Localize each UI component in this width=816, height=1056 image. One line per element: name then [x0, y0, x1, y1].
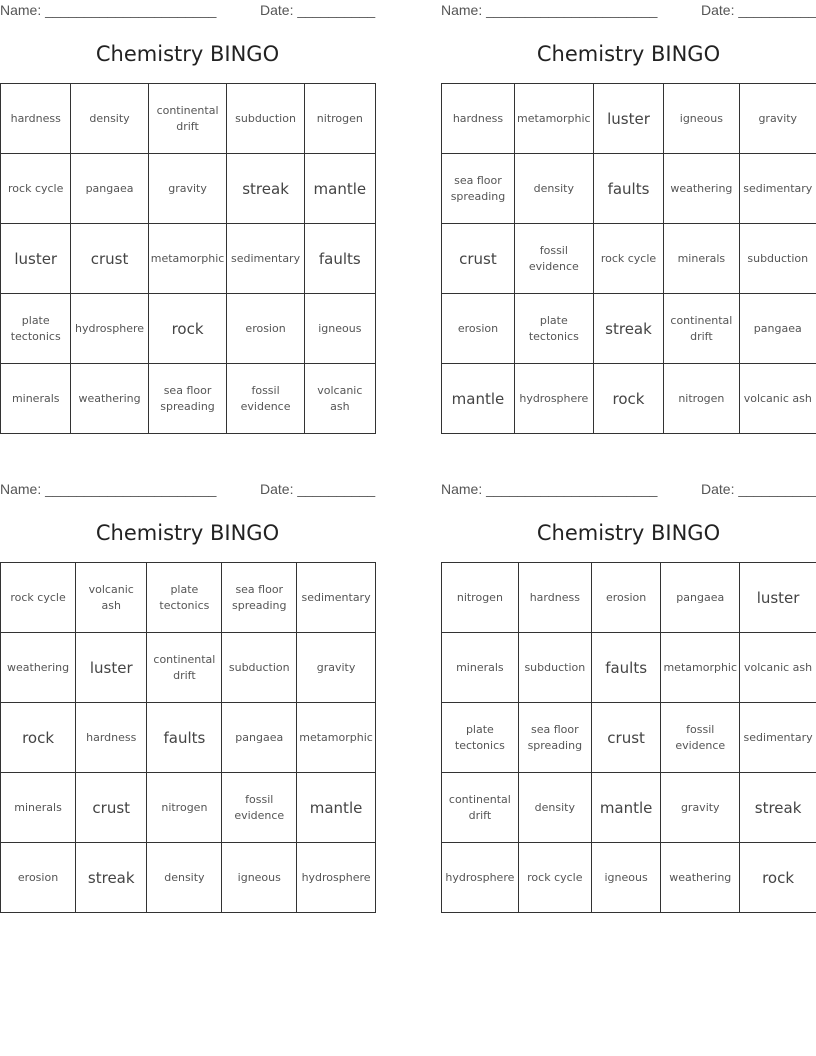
bingo-cell[interactable]: nitrogen [147, 773, 222, 843]
bingo-cell[interactable]: metamorphic [148, 224, 227, 294]
bingo-cell[interactable]: erosion [227, 294, 304, 364]
bingo-cell[interactable]: luster [740, 563, 816, 633]
bingo-cell[interactable]: density [518, 773, 591, 843]
bingo-cell[interactable]: subduction [227, 84, 304, 154]
name-field[interactable]: Name: ______________________ [441, 481, 658, 497]
bingo-cell[interactable]: hardness [442, 84, 515, 154]
bingo-cell[interactable]: hydrosphere [442, 843, 519, 913]
bingo-cell[interactable]: subduction [222, 633, 297, 703]
bingo-row [442, 364, 816, 434]
bingo-cell[interactable]: hardness [1, 84, 71, 154]
card-header [0, 481, 376, 499]
bingo-row [442, 154, 816, 224]
bingo-cell[interactable]: sedimentary [227, 224, 304, 294]
bingo-cell[interactable]: rock [148, 294, 227, 364]
bingo-cell[interactable]: streak [76, 843, 147, 913]
bingo-row [442, 224, 816, 294]
bingo-cell[interactable]: crust [71, 224, 148, 294]
bingo-cell[interactable]: minerals [1, 773, 76, 843]
bingo-cell[interactable]: metamorphic [661, 633, 740, 703]
bingo-cell[interactable]: fossil evidence [227, 364, 304, 434]
bingo-cell[interactable]: mantle [591, 773, 660, 843]
date-field[interactable]: Date: __________ [260, 2, 376, 18]
bingo-cell[interactable]: plate tectonics [1, 294, 71, 364]
bingo-cell[interactable]: erosion [442, 294, 515, 364]
bingo-cell[interactable]: subduction [518, 633, 591, 703]
bingo-cell[interactable]: fossil evidence [222, 773, 297, 843]
bingo-cell[interactable]: mantle [304, 154, 375, 224]
bingo-cell[interactable]: rock [1, 703, 76, 773]
bingo-cell[interactable]: hydrosphere [71, 294, 148, 364]
bingo-grid [0, 562, 376, 913]
bingo-cell[interactable]: pangaea [661, 563, 740, 633]
bingo-cell[interactable]: crust [442, 224, 515, 294]
bingo-cell[interactable]: minerals [1, 364, 71, 434]
bingo-row [442, 563, 816, 633]
bingo-cell[interactable]: continental drift [442, 773, 519, 843]
bingo-row [1, 294, 376, 364]
bingo-cell[interactable]: crust [591, 703, 660, 773]
bingo-cell[interactable]: luster [76, 633, 147, 703]
bingo-cell[interactable]: pangaea [222, 703, 297, 773]
bingo-cell[interactable]: sedimentary [740, 703, 816, 773]
bingo-cell[interactable]: igneous [664, 84, 739, 154]
bingo-grid [0, 83, 376, 434]
bingo-row [1, 633, 376, 703]
bingo-cell[interactable]: volcanic ash [739, 364, 816, 434]
bingo-row [442, 294, 816, 364]
bingo-cell[interactable]: continental drift [147, 633, 222, 703]
bingo-cell[interactable]: weathering [1, 633, 76, 703]
bingo-cell[interactable]: sedimentary [297, 563, 376, 633]
bingo-cell[interactable]: continental drift [664, 294, 739, 364]
bingo-cell[interactable]: pangaea [739, 294, 816, 364]
bingo-cell[interactable]: sea floor spreading [518, 703, 591, 773]
bingo-row [1, 364, 376, 434]
card-title: Chemistry BINGO [95, 521, 280, 545]
bingo-cell[interactable]: plate tectonics [514, 294, 593, 364]
bingo-cell[interactable]: rock [593, 364, 663, 434]
bingo-cell[interactable]: density [71, 84, 148, 154]
bingo-row [1, 843, 376, 913]
bingo-cell[interactable]: minerals [664, 224, 739, 294]
name-field[interactable]: Name: ______________________ [0, 2, 217, 18]
bingo-cell[interactable]: subduction [739, 224, 816, 294]
bingo-cell[interactable]: rock cycle [1, 563, 76, 633]
bingo-row [442, 703, 816, 773]
bingo-row [1, 84, 376, 154]
bingo-cell[interactable]: weathering [661, 843, 740, 913]
bingo-cell[interactable]: weathering [71, 364, 148, 434]
card-header [0, 2, 376, 20]
bingo-cell[interactable]: mantle [297, 773, 376, 843]
bingo-row [442, 633, 816, 703]
bingo-cell[interactable]: erosion [1, 843, 76, 913]
bingo-cell[interactable]: sedimentary [739, 154, 816, 224]
bingo-cell[interactable]: gravity [739, 84, 816, 154]
bingo-cell[interactable]: crust [76, 773, 147, 843]
name-field[interactable]: Name: ______________________ [0, 481, 217, 497]
bingo-cell[interactable]: gravity [661, 773, 740, 843]
bingo-row [442, 773, 816, 843]
bingo-cell[interactable]: faults [304, 224, 375, 294]
bingo-row [442, 843, 816, 913]
bingo-cell[interactable]: metamorphic [297, 703, 376, 773]
bingo-cell[interactable]: plate tectonics [147, 563, 222, 633]
bingo-cell[interactable]: gravity [148, 154, 227, 224]
bingo-cell[interactable]: fossil evidence [514, 224, 593, 294]
bingo-cell[interactable]: rock [740, 843, 816, 913]
card-title: Chemistry BINGO [536, 42, 721, 66]
bingo-cell[interactable]: streak [227, 154, 304, 224]
bingo-cell[interactable]: faults [593, 154, 663, 224]
bingo-row [1, 773, 376, 843]
bingo-cell[interactable]: density [147, 843, 222, 913]
bingo-cell[interactable]: continental drift [148, 84, 227, 154]
card-title: Chemistry BINGO [536, 521, 721, 545]
bingo-row [1, 224, 376, 294]
bingo-grid [441, 562, 816, 913]
bingo-cell[interactable]: rock cycle [593, 224, 663, 294]
bingo-cell[interactable]: hydrosphere [297, 843, 376, 913]
bingo-cell[interactable]: volcanic ash [304, 364, 375, 434]
bingo-cell[interactable]: sea floor spreading [148, 364, 227, 434]
bingo-cell[interactable]: erosion [591, 563, 660, 633]
bingo-cell[interactable]: faults [147, 703, 222, 773]
bingo-cell[interactable]: minerals [442, 633, 519, 703]
date-field[interactable]: Date: __________ [701, 2, 816, 18]
bingo-cell[interactable]: streak [593, 294, 663, 364]
bingo-row [1, 154, 376, 224]
bingo-cell[interactable]: luster [593, 84, 663, 154]
bingo-cell[interactable]: nitrogen [304, 84, 375, 154]
bingo-cell[interactable]: hardness [518, 563, 591, 633]
bingo-row [1, 703, 376, 773]
bingo-cell[interactable]: plate tectonics [442, 703, 519, 773]
bingo-cell[interactable]: hydrosphere [514, 364, 593, 434]
card-header [441, 2, 816, 20]
card-title: Chemistry BINGO [95, 42, 280, 66]
bingo-cell[interactable]: metamorphic [514, 84, 593, 154]
bingo-cell[interactable]: weathering [664, 154, 739, 224]
bingo-cell[interactable]: igneous [304, 294, 375, 364]
bingo-cell[interactable]: streak [740, 773, 816, 843]
bingo-cell[interactable]: density [514, 154, 593, 224]
bingo-cell[interactable]: luster [1, 224, 71, 294]
bingo-grid [441, 83, 816, 434]
bingo-row [1, 563, 376, 633]
bingo-cell[interactable]: rock cycle [1, 154, 71, 224]
bingo-cell[interactable]: rock cycle [518, 843, 591, 913]
bingo-cell[interactable]: nitrogen [664, 364, 739, 434]
bingo-cell[interactable]: volcanic ash [76, 563, 147, 633]
bingo-cell[interactable]: nitrogen [442, 563, 519, 633]
name-field[interactable]: Name: ______________________ [441, 2, 658, 18]
card-header [441, 481, 816, 499]
bingo-cell[interactable]: gravity [297, 633, 376, 703]
date-field[interactable]: Date: __________ [701, 481, 816, 497]
bingo-cell[interactable]: sea floor spreading [222, 563, 297, 633]
bingo-row [442, 84, 816, 154]
bingo-cell[interactable]: pangaea [71, 154, 148, 224]
bingo-cell[interactable]: volcanic ash [740, 633, 816, 703]
bingo-cell[interactable]: fossil evidence [661, 703, 740, 773]
bingo-cell[interactable]: igneous [222, 843, 297, 913]
bingo-cell[interactable]: igneous [591, 843, 660, 913]
bingo-cell[interactable]: sea floor spreading [442, 154, 515, 224]
date-field[interactable]: Date: __________ [260, 481, 376, 497]
bingo-cell[interactable]: mantle [442, 364, 515, 434]
bingo-cell[interactable]: hardness [76, 703, 147, 773]
bingo-cell[interactable]: faults [591, 633, 660, 703]
